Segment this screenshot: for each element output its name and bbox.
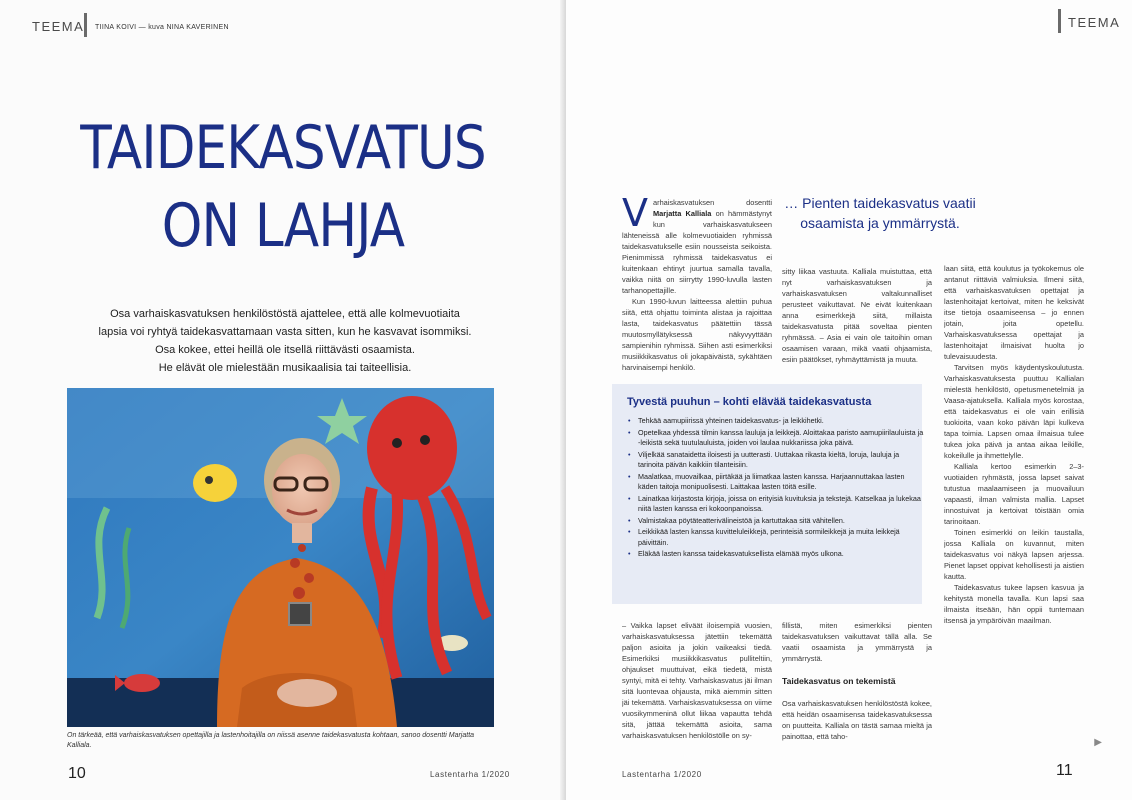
lead-line: Osa varhaiskasvatuksen henkilöstöstä ajattelee, että alle kolmevuotiaita (110, 308, 460, 320)
tips-list (626, 416, 926, 561)
section-label: TEEMA (1068, 15, 1121, 30)
lead-line: Osa kokee, ettei heillä ole itsellä riittävästi osaamista. (155, 344, 415, 356)
body-paragraph: sitty liikaa vastuuta. Kalliala muistuttaa, että nyt varhaiskasvatuksen ja varhaiskasvatuksen valtakunnalliset perusteet vaikuttavat. Ne eivät kuitenkaan anna esimerkkejä siitä, millaista taidekasvatusta pitää soveltaa pienten ryhmässä. – Asia ei vain ole taitoihin oman osaamisen varaan, mikä vaatii ohjaamista, esiin päätökset, ryhmäyttämistä ja muuta. (782, 267, 932, 364)
section-subheading: Taidekasvatus on tekemistä (782, 676, 896, 686)
body-paragraph: – Vaikka lapset eliväät iloisempiä vuosien, varhaiskasvatuksessa jätettiin tekemättä paljon asioita ja jokin vaikeaksi tiedä. Esimerkiksi musiikkikasvatus pulliteltiin, ohjaukset muuttuivat, eikä tiedetä, mistä syntyi, mitä ei tehty. Varhaiskasvatus jäi ilman sitä luontevaa ohjausta, mikä aiemmin sitten jäi tekemättä. Varhaiskasvatuksessa on viime vuosikymmeninä ollut liikaa vapautta tehdä sitä, jättää tekemättä asioita, sama varhaiskasvatuksen henkilöstölle on sy- (622, 621, 772, 740)
article-lead (70, 305, 500, 377)
page-number: 11 (1056, 762, 1073, 779)
tips-list-item: • Viljelkää sanataidetta iloisesti ja uutterasti. Uuttakaa rikasta kieltä, loruja, lauluja ja tarinoita päivän kaikkiin tilanteisiin. (638, 450, 926, 471)
body-paragraph: Toinen esimerkki on leikin taustalla, jossa Kalliala on kuvannut, miten taidekasvatus voi näkyä lapsen arjessa. Pienet lapset oppivat kehollisesti ja aistien kautta. (944, 528, 1084, 581)
body-paragraph: fillistä, miten esimerkiksi pienten taidekasvatuksen vaikuttavat tällä alla. Se vaatii osaamista ja ymmärrystä ja ymmärrystä. (782, 621, 932, 663)
byline: TIINA KOIVI — kuva NINA KAVERINEN (95, 24, 229, 31)
section-divider (84, 13, 87, 37)
body-paragraph: Tarvitsen myös käydentyskoulutusta. Varhaiskasvatuksesta puuttuu Kallialan mielestä henkilöstö, opetusmenetelmiä ja Vaasa-ajatuksella. Kalliala myös korostaa, että taidekasvatus ei ole vain erillisiä tuokioita, vaan koko päivän läpi kulkeva tapa toimia. Lapsen omaa ilmaisua tulee tukea joka päivä ja antaa aikaa leikille, kokeilulle ja ihmettelylle. (944, 363, 1084, 460)
continue-arrow-icon: ▶ (1094, 737, 1102, 748)
body-paragraph: laan siitä, että koulutus ja työkokemus ole antanut riittäviä valmiuksia. Ilmeni siitä, että varhaiskasvatuksen opettajat ja lastenhoitajat kertoivat, miten he keksivät itse tietoja osaamiseensa – jo ennen jotain, joita opetellu. Varhaiskasvatuksessa opettajat ja lastenhoitajat ilmaisivat huolta jo tulevaisuudesta. (944, 264, 1084, 361)
body-column-3 (944, 263, 1084, 763)
page-number: 10 (68, 765, 86, 782)
tips-box-title: Tyvestä puuhun – kohti elävää taidekasvatusta (627, 396, 872, 408)
tips-list-item: • Eläkää lasten kanssa taidekasvatuksellista elämää myös ulkona. (638, 549, 926, 560)
tips-list-item: • Maalatkaa, muovailkaa, piirtäkää ja liimatkaa lasten kanssa. Harjaannuttakaa lasten käden taitoja monipuolisesti. Laittakaa lasten töitä esille. (638, 472, 926, 493)
photo-illustration (67, 388, 494, 727)
lead-line: He elävät ole mielestään musikaalisia tai taiteellisia. (158, 362, 412, 374)
tips-list-item: • Lainatkaa kirjastosta kirjoja, joissa on erityisiä kuvituksia ja tekstejä. Katselkaa ja lukekaa niitä lasten kanssa eri kokoonpanoissa. (638, 494, 926, 515)
body-paragraph: Kun 1990-luvun laitteessa alettiin puhua siitä, että ohjattu toiminta alistaa ja rajoittaa lasta, taidekasvatus päätettiin tässä muutosmyllätyksessä näkyvyyttään sampienihin ryhmissä. Siihen asti esimerkiksi musiikkikasvatus oli jokapäiväistä, sykähtäen harvinaisempi henkilö. (622, 297, 772, 372)
body-column-bottom-2b (782, 698, 932, 760)
lead-line: lapsia voi ryhtyä taidekasvattamaan vasta sitten, kun he kasvavat isommiksi. (98, 326, 472, 338)
body-paragraph: Kalliala kertoo esimerkin 2–3-vuotiaiden ryhmästä, jossa lapset saivat tutustua maalaamiseen ja muovailuun vapaasti, ilman valmista mallia. Lapset innostuivat ja kertoivat töistään omia tarinoitaan. (944, 462, 1084, 526)
section-divider (1058, 9, 1061, 33)
tips-list-item: • Tehkää aamupiirissä yhteinen taidekasvatus- ja leikkihetki. (638, 416, 926, 427)
tips-list-item: • Opetelkaa yhdessä tilmin kanssa lauluja ja leikkejä. Aloittakaa paristo aamupiirilauluista ja -leikistä sekä tuutulauluista, joiden voi laulaa nukkariissa joka päivä. (638, 428, 926, 449)
photo-caption: On tärkeää, että varhaiskasvatuksen opettajilla ja lastenhoitajilla on niissä asenne taidekasvatusta kohtaan, sanoo dosentti Marjatta Kalliala. (67, 732, 475, 749)
article-title-line-1: TAIDEKASVATUS (80, 113, 486, 183)
interviewee-name: Marjatta Kalliala (653, 209, 712, 218)
body-column-2 (782, 266, 932, 378)
section-label: TEEMA (32, 19, 85, 34)
magazine-footer: Lastentarha 1/2020 (430, 770, 510, 779)
magazine-footer: Lastentarha 1/2020 (622, 770, 702, 779)
intro-text-rest: on hämmästynyt kun varhaiskasvatukseen lähteneissä alle kolmevuotiaiden ryhmissä taidekasvatukselle esiin nousseista seikoista. Pienimmissä ryhmissä taidekasvatus ei kuitenkaan ehtinyt juurtua samalla tavalla, vaikka niitä on siirrytty 1990-luvulla lasten tarhanopettajille. (622, 209, 772, 295)
pull-quote: … Pienten taidekasvatus vaatii osaamista ja ymmärrystä. (784, 195, 976, 231)
body-column-bottom-1 (622, 620, 772, 760)
body-column-1 (622, 197, 772, 377)
tips-list-item: • Valmistakaa pöytäteatterivälineistöä ja kartuttakaa sitä vähitellen. (638, 516, 926, 527)
tips-box (612, 384, 922, 604)
intro-text-start: arhaiskasvatuksen dosentti (653, 198, 772, 207)
portrait-photo (67, 388, 494, 727)
drop-cap: V (622, 197, 648, 235)
body-paragraph: Taidekasvatus tukee lapsen kasvua ja kehitystä monella tavalla. Kun lapsi saa ilmaista itseään, hän oppii tuntemaan itsensä ja ympäröivän maailman. (944, 583, 1084, 625)
right-page (566, 0, 1132, 800)
tips-list-item: • Leikkikää lasten kanssa kuvitteluleikkejä, perinteisiä sormileikkejä ja muita leikkejä päivittäin. (638, 527, 926, 548)
article-title-line-2: ON LAHJA (161, 191, 405, 261)
body-paragraph: Osa varhaiskasvatuksen henkilöstöstä kokee, että heidän osaamisensa taidekasvatuksessa on puutteita. Kalliala on tästä samaa mieltä ja painottaa, että taho- (782, 699, 932, 741)
